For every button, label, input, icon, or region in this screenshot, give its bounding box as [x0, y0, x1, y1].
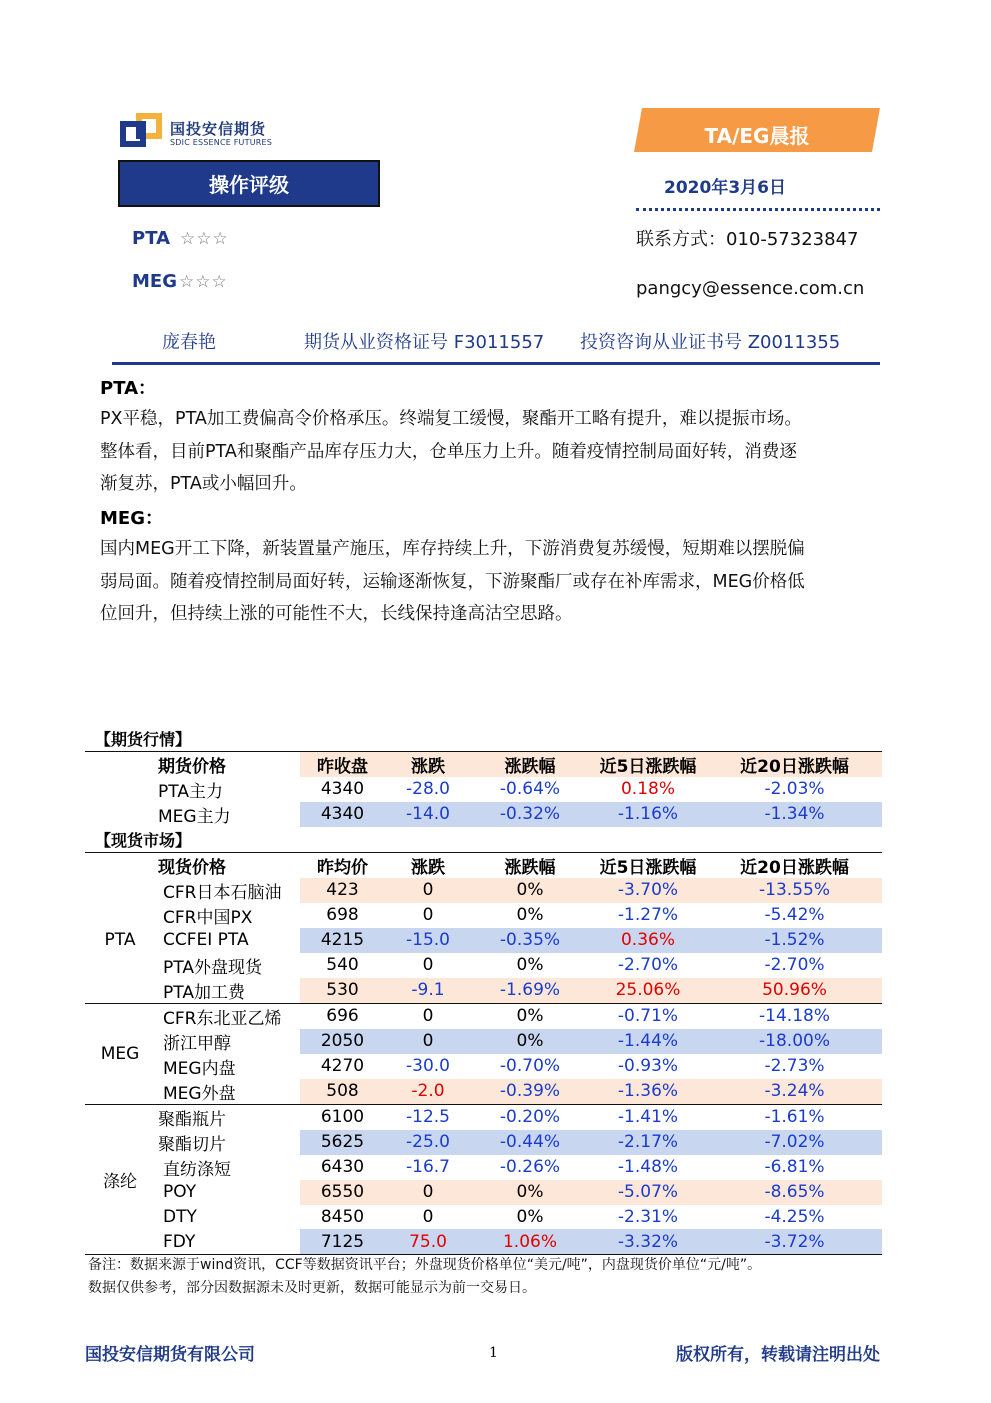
- column-header: 昨均价: [317, 857, 368, 878]
- cell-d20: -14.18%: [759, 1006, 830, 1027]
- row-name: POY: [163, 1182, 197, 1203]
- cell-close: 4340: [300, 802, 385, 827]
- cell-d20: -2.73%: [764, 1056, 825, 1077]
- cell-pct: -0.35%: [471, 928, 589, 953]
- row-name: DTY: [163, 1207, 197, 1227]
- cell-pct: 0%: [516, 1006, 544, 1027]
- rating-label-box: [118, 160, 380, 207]
- text-line: PX平稳，PTA加工费偏高令价格承压。终端复工缓慢，聚酯开工略有提升，难以提振市场。: [100, 409, 802, 429]
- row-name: MEG内盘: [163, 1058, 236, 1079]
- rating-product: MEG: [132, 271, 177, 292]
- company-logo-icon: [120, 113, 162, 147]
- author-name: 庞春艳: [162, 332, 216, 353]
- row-name: MEG主力: [155, 802, 300, 827]
- spot-header-row: [85, 852, 882, 878]
- table-row: [85, 1155, 882, 1180]
- row-name: 聚酯切片: [158, 1134, 226, 1155]
- cell-pct: -0.70%: [499, 1056, 561, 1077]
- cell-d5: -2.70%: [617, 955, 679, 976]
- cell-pct: 0%: [471, 1029, 589, 1054]
- cell-d20: -1.34%: [707, 802, 882, 827]
- spacer-cell: [85, 751, 155, 777]
- cell-d20: -3.24%: [707, 1079, 882, 1105]
- cell-pct: -0.39%: [471, 1079, 589, 1105]
- cell-d5: 0.36%: [589, 928, 707, 953]
- column-header: 近20日涨跌幅: [707, 751, 882, 777]
- report-title: TA/EG晨报: [704, 124, 810, 148]
- cell-pct: -0.20%: [499, 1107, 561, 1128]
- rating-label: 操作评级: [209, 173, 289, 197]
- cell-close: 6430: [320, 1157, 365, 1178]
- table-row: [85, 1003, 882, 1029]
- cell-d20: -8.65%: [707, 1180, 882, 1205]
- cell-chg: 0: [422, 1006, 434, 1027]
- row-name: CFR日本石脑油: [163, 882, 282, 903]
- cell-chg: -15.0: [385, 928, 471, 953]
- page-number: 1: [489, 1345, 498, 1361]
- table-row: [85, 1229, 882, 1254]
- table-row: [85, 878, 882, 903]
- cell-d5: -1.41%: [617, 1107, 679, 1128]
- cell-pct: 0%: [471, 878, 589, 903]
- cell-d5: -2.17%: [589, 1130, 707, 1155]
- column-header: 近5日涨跌幅: [599, 857, 697, 878]
- meg-section-title: MEG：: [100, 508, 163, 529]
- rating-product: PTA: [132, 228, 171, 249]
- cell-d5: -2.31%: [617, 1207, 679, 1227]
- group-label-meg: MEG: [85, 1003, 155, 1104]
- row-name: PTA加工费: [163, 982, 245, 1003]
- cell-close: 6100: [320, 1107, 365, 1128]
- cell-close: 423: [300, 878, 385, 903]
- cell-close: 530: [300, 978, 385, 1004]
- cell-close: 6550: [300, 1180, 385, 1205]
- cell-d5: 25.06%: [589, 978, 707, 1004]
- cell-d5: 0.18%: [620, 779, 675, 800]
- text-line: 位回升，但持续上涨的可能性不大，长线保持逢高沽空思路。: [100, 604, 573, 624]
- cell-d5: -0.93%: [617, 1056, 679, 1077]
- cell-d20: 50.96%: [707, 978, 882, 1004]
- cell-d20: -18.00%: [707, 1029, 882, 1054]
- cell-pct: 1.06%: [471, 1229, 589, 1254]
- cell-pct: 0%: [471, 1180, 589, 1205]
- meg-paragraph: [100, 533, 870, 631]
- row-name: 聚酯瓶片: [158, 1109, 226, 1130]
- cell-close: 4215: [300, 928, 385, 953]
- star-rating-icon: ☆☆☆: [180, 229, 229, 249]
- header-rule: [112, 362, 880, 365]
- table-row: [85, 802, 882, 827]
- cell-pct: 0%: [516, 905, 544, 926]
- cell-d20: -13.55%: [707, 878, 882, 903]
- row-name: 直纺涤短: [163, 1159, 231, 1180]
- cell-close: 698: [326, 905, 359, 926]
- logo-text-en: SDIC ESSENCE FUTURES: [170, 138, 273, 147]
- cell-chg: -9.1: [385, 978, 471, 1004]
- cell-d5: -0.71%: [617, 1006, 679, 1027]
- pta-section-title: PTA：: [100, 378, 157, 399]
- row-name: FDY: [163, 1231, 196, 1252]
- cell-chg: 0: [385, 1180, 471, 1205]
- table-row: [85, 1205, 882, 1230]
- contact-phone: 联系方式：010-57323847: [636, 229, 859, 250]
- table-row: [85, 1130, 882, 1155]
- cell-d5: -3.32%: [589, 1229, 707, 1254]
- cell-chg: -30.0: [406, 1056, 450, 1077]
- rating-meg: [132, 271, 228, 292]
- cell-d5: -1.16%: [589, 802, 707, 827]
- footer-copyright: 版权所有，转载请注明出处: [676, 1345, 880, 1365]
- spacer-cell: [85, 802, 155, 827]
- cell-chg: -16.7: [406, 1157, 450, 1178]
- cell-d20: -1.52%: [707, 928, 882, 953]
- footnote-line: 数据仅供参考，部分因数据源未及时更新，数据可能显示为前一交易日。: [88, 1280, 536, 1296]
- cell-d5: -1.27%: [617, 905, 679, 926]
- table-row: [85, 903, 882, 928]
- spacer-cell: [85, 777, 155, 802]
- dotted-divider: [636, 208, 880, 211]
- pta-paragraph: [100, 403, 870, 501]
- cell-close: 2050: [300, 1029, 385, 1054]
- cell-chg: -12.5: [406, 1107, 450, 1128]
- license-consult: 投资咨询从业证书号 Z0011355: [580, 332, 841, 353]
- cell-d5: -3.70%: [589, 878, 707, 903]
- row-name: PTA外盘现货: [163, 957, 262, 978]
- column-header: 期货价格: [155, 751, 300, 777]
- cell-d5: -1.36%: [589, 1079, 707, 1105]
- column-header: 涨跌: [385, 751, 471, 777]
- text-line: 弱局面。随着疫情控制局面好转，运输逐渐恢复，下游聚酯厂或存在补库需求，MEG价格低: [100, 571, 805, 592]
- column-header: 昨收盘: [300, 751, 385, 777]
- table-row: [85, 1180, 882, 1205]
- contact-email: pangcy@essence.com.cn: [636, 278, 865, 299]
- cell-close: 4340: [320, 779, 365, 800]
- cell-chg: 0: [422, 905, 434, 926]
- cell-d20: -2.70%: [764, 955, 825, 976]
- footnote-line: 备注：数据来源于wind资讯，CCF等数据资讯平台；外盘现货价格单位“美元/吨”，内盘现货价单位“元/吨”。: [88, 1257, 762, 1273]
- cell-chg: 75.0: [385, 1229, 471, 1254]
- cell-d20: -2.03%: [764, 779, 825, 800]
- column-header: 涨跌: [411, 857, 445, 878]
- futures-section-label: 【期货行情】: [95, 729, 192, 749]
- cell-d20: -5.42%: [764, 905, 825, 926]
- star-rating-icon: ☆☆☆: [178, 272, 228, 292]
- cell-chg: -2.0: [385, 1079, 471, 1105]
- column-header: 现货价格: [158, 857, 226, 878]
- cell-pct: 0%: [516, 955, 544, 976]
- cell-close: 508: [300, 1079, 385, 1105]
- cell-chg: 0: [385, 1029, 471, 1054]
- cell-d5: -5.07%: [589, 1180, 707, 1205]
- column-header: 近20日涨跌幅: [740, 857, 849, 878]
- cell-chg: 0: [422, 1207, 434, 1227]
- spacer-cell: [85, 852, 155, 878]
- cell-chg: 0: [422, 955, 434, 976]
- cell-pct: -0.44%: [471, 1130, 589, 1155]
- row-name: PTA主力: [158, 781, 223, 802]
- futures-section-row: [85, 726, 882, 751]
- cell-close: 4270: [320, 1056, 365, 1077]
- text-line: 整体看，目前PTA和聚酯产品库存压力大，仓单压力上升。随着疫情控制局面好转，消费逐: [100, 441, 797, 462]
- table-row: [85, 928, 882, 953]
- text-line: 国内MEG开工下降，新装置量产施压，库存持续上升，下游消费复苏缓慢，短期难以摆脱偏: [100, 539, 805, 559]
- row-name: MEG外盘: [163, 1083, 236, 1104]
- cell-d5: -1.48%: [617, 1157, 679, 1178]
- cell-d20: -7.02%: [707, 1130, 882, 1155]
- cell-pct: -1.69%: [471, 978, 589, 1004]
- table-row: [85, 1079, 882, 1105]
- logo-text-cn: 国投安信期货: [170, 120, 267, 138]
- footer-company: 国投安信期货有限公司: [85, 1345, 255, 1365]
- text-line: 渐复苏，PTA或小幅回升。: [100, 474, 307, 494]
- table-row: [85, 978, 882, 1004]
- cell-d20: -1.61%: [764, 1107, 825, 1128]
- spot-section-label: 【现货市场】: [95, 830, 192, 850]
- cell-close: 540: [326, 955, 359, 976]
- cell-pct: 0%: [516, 1207, 544, 1227]
- cell-close: 5625: [300, 1130, 385, 1155]
- cell-close: 696: [326, 1006, 359, 1027]
- cell-chg: -25.0: [385, 1130, 471, 1155]
- cell-d5: -1.44%: [589, 1029, 707, 1054]
- license-futures: 期货从业资格证号 F3011557: [304, 332, 545, 353]
- row-name: CFR中国PX: [163, 907, 253, 928]
- table-row: [85, 1054, 882, 1079]
- row-name: CFR东北亚乙烯: [163, 1008, 282, 1029]
- table-row: [85, 777, 882, 802]
- column-header: 近5日涨跌幅: [589, 751, 707, 777]
- cell-chg: 0: [385, 878, 471, 903]
- cell-d20: -6.81%: [764, 1157, 825, 1178]
- futures-header-row: [85, 751, 882, 777]
- cell-chg: -28.0: [406, 779, 450, 800]
- table-row: [85, 1104, 882, 1130]
- rating-pta: [132, 228, 229, 249]
- row-name: CCFEI PTA: [163, 930, 249, 951]
- cell-pct: -0.32%: [471, 802, 589, 827]
- cell-pct: -0.64%: [499, 779, 561, 800]
- row-name: 浙江甲醇: [163, 1033, 231, 1054]
- table-row: [85, 953, 882, 978]
- cell-d20: -4.25%: [764, 1207, 825, 1227]
- group-label-polyester: 涤纶: [85, 1104, 155, 1255]
- report-date: 2020年3月6日: [664, 178, 786, 198]
- cell-chg: -14.0: [385, 802, 471, 827]
- market-table: [85, 726, 882, 1255]
- cell-pct: -0.26%: [499, 1157, 561, 1178]
- cell-close: 8450: [320, 1207, 365, 1227]
- column-header: 涨跌幅: [471, 751, 589, 777]
- table-row: [85, 1029, 882, 1054]
- spot-section-row: [85, 827, 882, 852]
- column-header: 涨跌幅: [504, 857, 556, 878]
- cell-d20: -3.72%: [707, 1229, 882, 1254]
- cell-close: 7125: [300, 1229, 385, 1254]
- group-label-pta: PTA: [85, 878, 155, 1003]
